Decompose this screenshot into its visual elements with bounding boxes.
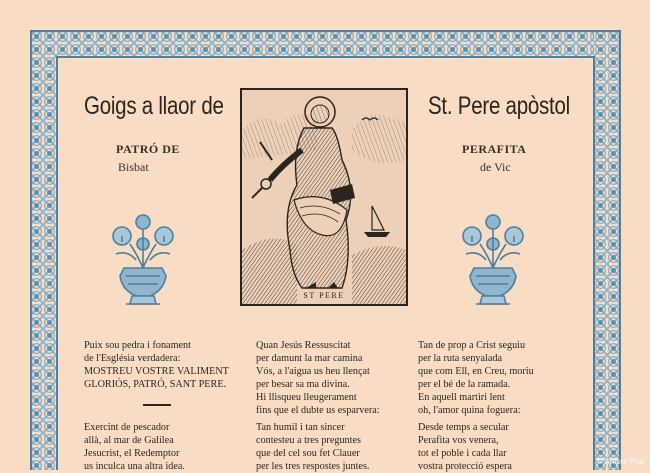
verse-line: GLORIÓS, PATRÓ, SANT PERE. [84, 379, 227, 390]
verse-line: per damunt la mar camina [256, 353, 363, 364]
subtitle-place: PERAFITA [462, 142, 527, 156]
border-line [593, 56, 595, 470]
verse-line: que del cel sou fet Clauer [256, 448, 360, 459]
verse-line: contesteu a tres preguntes [256, 435, 361, 446]
verse-line: Desde temps a secular [418, 422, 509, 433]
woodcut-caption: ST PERE [303, 291, 345, 300]
flower-vase-icon [458, 210, 528, 310]
verse-line: que com Ell, en Creu, moriu [418, 366, 534, 377]
saint-woodcut-image [240, 88, 408, 306]
subtitle-bisbat: Bisbat [118, 160, 149, 174]
verse-column-2 [256, 339, 380, 417]
subtitle-diocese: de Vic [480, 160, 511, 174]
verse-line: allà, al mar de Galilea [84, 435, 174, 446]
verse-column-1 [84, 339, 229, 391]
verse-line: Tan de prop a Crist seguiu [418, 340, 526, 351]
border-line [619, 30, 621, 470]
verse-line: MOSTREU VOSTRE VALIMENT [84, 366, 229, 377]
verse-line: per la ruta senyalada [418, 353, 503, 364]
verse-line: per les tres respostes juntes. [256, 461, 370, 472]
title-right: St. Pere apòstol [428, 92, 570, 120]
verse-line: per besar sa ma divina. [256, 379, 350, 390]
verse-line: Quan Jesús Ressuscitat [256, 340, 351, 351]
border-line [56, 56, 58, 470]
separator-rule [143, 404, 171, 406]
verse-column-1b [84, 421, 185, 473]
verse-line: Tan humil i tan sincer [256, 422, 345, 433]
border-top [30, 30, 620, 56]
border-right [594, 30, 620, 470]
border-line [56, 56, 594, 58]
verse-line: Hi llisqueu lleugerament [256, 392, 357, 403]
verse-line: Puix sou pedra i fonament [84, 340, 191, 351]
verse-line: tot el poble i cada llar [418, 448, 507, 459]
verse-column-3 [418, 339, 534, 417]
verse-line: vostra protecció espera [418, 461, 512, 472]
border-line [30, 30, 32, 470]
title-left: Goigs a llaor de [84, 92, 224, 120]
verse-line: de l'Església verdadera: [84, 353, 181, 364]
watermark: © Antoni Prat [596, 457, 644, 466]
border-left [30, 30, 56, 470]
verse-line: fins que el dubte us esparvera: [256, 405, 380, 416]
verse-line: Jesucrist, el Redemptor [84, 448, 180, 459]
verse-column-3b [418, 421, 512, 473]
verse-line: Perafita vos venera, [418, 435, 499, 446]
verse-line: En aquell martiri lent [418, 392, 505, 403]
verse-line: Vós, a l'aigua us heu llençat [256, 366, 370, 377]
saint-figure-icon [242, 90, 406, 304]
subtitle-patro: PATRÓ DE [116, 142, 180, 156]
verse-line: Exercint de pescador [84, 422, 170, 433]
verse-line: us inculca una altra idea. [84, 461, 185, 472]
verse-line: oh, l'amor quina foguera: [418, 405, 521, 416]
border-line [30, 30, 620, 32]
verse-column-2b [256, 421, 369, 473]
verse-line: per el bé de la ramada. [418, 379, 511, 390]
flower-vase-icon [108, 210, 178, 310]
